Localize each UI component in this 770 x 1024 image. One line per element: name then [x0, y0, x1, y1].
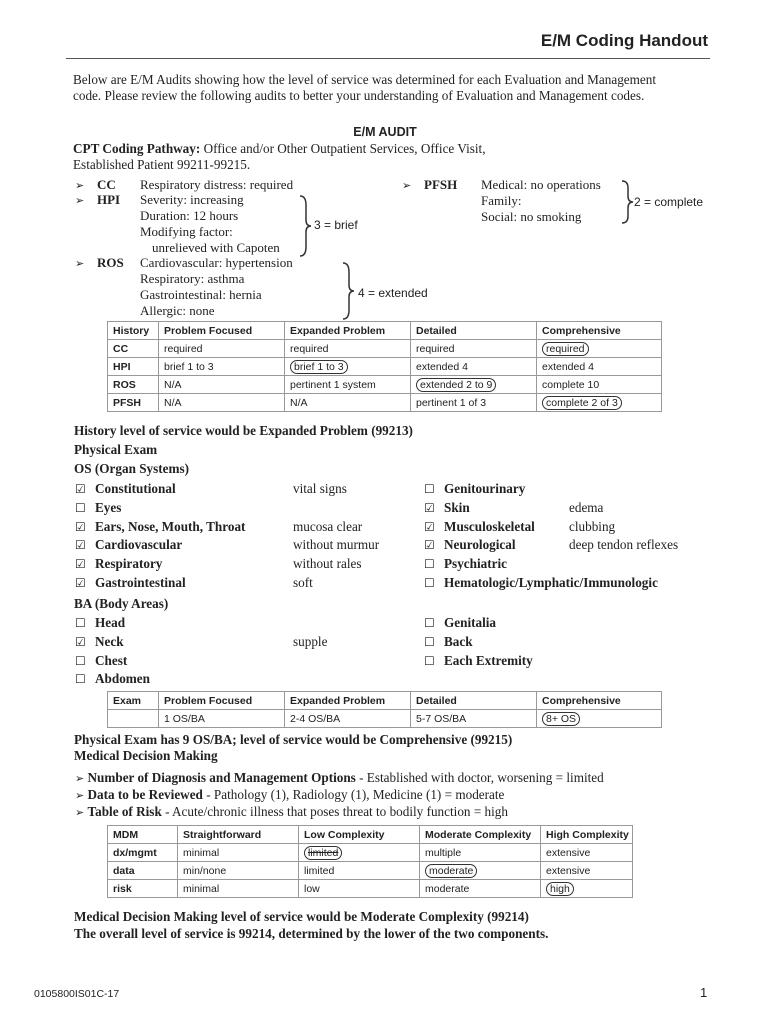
list-item [75, 499, 405, 518]
table-cell [537, 340, 662, 358]
checkbox[interactable]: ☑ [75, 538, 86, 553]
table-cell [108, 710, 159, 728]
pathway-label: CPT Coding Pathway: [73, 141, 201, 156]
mdm-bullet-text: - Pathology (1), Radiology (1), Medicine (1) = moderate [202, 787, 505, 802]
table-cell [299, 844, 420, 862]
table-header-row [108, 322, 662, 340]
checkbox[interactable]: ☑ [424, 538, 435, 553]
hpi-line: Duration: 12 hours [140, 208, 239, 223]
list-item [424, 652, 724, 671]
history-table [107, 321, 662, 412]
checkbox[interactable]: ☑ [424, 500, 435, 515]
os-label: Respiratory [95, 556, 163, 572]
table-cell: moderate [420, 880, 541, 898]
page-number: 1 [700, 985, 708, 1000]
mdm-bullet-label: Data to be Reviewed [87, 787, 203, 802]
table-cell: required [411, 340, 537, 358]
list-item [75, 804, 715, 821]
table-header-cell: History [108, 322, 159, 340]
table-cell: min/none [178, 862, 299, 880]
circled-value: moderate [425, 864, 477, 878]
coding-pathway [73, 141, 693, 173]
bullet-arrow-icon: ➢ [75, 772, 85, 785]
list-item [75, 787, 715, 804]
os-note: soft [293, 574, 313, 590]
intro-paragraph: Below are E/M Audits showing how the level of service was determined for each Evaluation and Management code. Please review the following audits to better your understanding of Evaluation and Management codes. [73, 72, 657, 103]
os-heading: OS (Organ Systems) [74, 461, 190, 476]
checkbox[interactable]: ☑ [75, 634, 86, 649]
circled-value: limited [304, 846, 342, 860]
table-cell: minimal [178, 844, 299, 862]
table-header-cell: Comprehensive [537, 322, 662, 340]
table-cell: 1 OS/BA [159, 710, 285, 728]
table-row [108, 880, 633, 898]
os-label: Cardiovascular [95, 537, 183, 553]
ba-label: Back [444, 633, 473, 649]
table-cell: 5-7 OS/BA [411, 710, 537, 728]
list-item [424, 614, 724, 633]
ros-lines [140, 255, 330, 319]
table-cell: ROS [108, 376, 159, 394]
circled-value: 8+ OS [542, 712, 580, 726]
bullet-arrow-icon: ➢ [75, 179, 85, 192]
physical-exam-heading: Physical Exam [74, 442, 158, 457]
list-item [75, 633, 405, 652]
os-label: Hematologic/Lymphatic/Immunologic [444, 574, 658, 590]
table-header-cell: Low Complexity [299, 826, 420, 844]
ba-label: Head [95, 615, 126, 630]
table-cell: risk [108, 880, 178, 898]
checkbox[interactable]: ☐ [424, 634, 435, 649]
mdm-bullet-label: Number of Diagnosis and Management Options [87, 770, 356, 785]
os-left-list [75, 480, 405, 593]
table-header-cell: Detailed [411, 692, 537, 710]
mdm-table [107, 825, 633, 898]
table-cell: low [299, 880, 420, 898]
audit-heading: E/M AUDIT [353, 125, 417, 139]
checkbox[interactable]: ☐ [75, 616, 86, 630]
bullet-arrow-icon: ➢ [75, 789, 85, 802]
mdm-heading: Medical Decision Making [74, 748, 218, 763]
table-header-row [108, 692, 662, 710]
table-row [108, 394, 662, 412]
history-result: History level of service would be Expanded Problem (99213) [74, 423, 413, 438]
table-cell: HPI [108, 358, 159, 376]
table-cell: CC [108, 340, 159, 358]
hpi-line: unrelieved with Capoten [152, 240, 280, 255]
hpi-brace-icon [298, 195, 312, 257]
pfsh-brace-icon [620, 180, 634, 224]
list-item [75, 518, 405, 537]
table-header-cell: Exam [108, 692, 159, 710]
list-item [75, 770, 715, 787]
checkbox[interactable]: ☐ [75, 653, 86, 668]
ros-label: ROS [97, 255, 124, 270]
table-row [108, 358, 662, 376]
bullet-arrow-icon: ➢ [75, 257, 85, 270]
os-label: Gastrointestinal [95, 574, 186, 590]
os-label: Eyes [95, 499, 122, 515]
overall-result: The overall level of service is 99214, determined by the lower of the two components. [74, 926, 549, 941]
table-cell: pertinent 1 system [285, 376, 411, 394]
table-header-row [108, 826, 633, 844]
table-cell: required [285, 340, 411, 358]
os-label: Musculoskeletal [444, 518, 535, 534]
table-cell: limited [299, 862, 420, 880]
ros-line: Respiratory: asthma [140, 271, 245, 286]
table-cell: multiple [420, 844, 541, 862]
table-row [108, 710, 662, 728]
list-item [75, 574, 405, 593]
table-cell [541, 880, 633, 898]
table-cell: dx/mgmt [108, 844, 178, 862]
os-note: without rales [293, 556, 362, 572]
ba-heading: BA (Body Areas) [74, 596, 169, 611]
table-cell: minimal [178, 880, 299, 898]
os-note: without murmur [293, 537, 380, 553]
table-header-cell: Problem Focused [159, 322, 285, 340]
title-rule [66, 58, 710, 59]
table-cell: extensive [541, 844, 633, 862]
table-cell [285, 358, 411, 376]
circled-value: high [546, 882, 574, 896]
os-label: Constitutional [95, 481, 176, 496]
ros-brace-note: 4 = extended [358, 286, 428, 300]
table-header-cell: Expanded Problem [285, 322, 411, 340]
bullet-arrow-icon: ➢ [75, 806, 85, 819]
os-note: vital signs [293, 481, 347, 496]
table-header-cell: Problem Focused [159, 692, 285, 710]
list-item [424, 555, 724, 574]
circled-value: required [542, 342, 589, 356]
pathway-text2: Established Patient 99211-99215. [73, 157, 251, 172]
table-cell [411, 376, 537, 394]
ba-label: Neck [95, 633, 124, 649]
os-note: edema [569, 499, 604, 515]
hpi-bullet [75, 192, 121, 209]
circled-value: brief 1 to 3 [290, 360, 348, 374]
list-item [75, 536, 405, 555]
checkbox[interactable]: ☑ [424, 519, 435, 534]
hpi-line: Severity: increasing [140, 192, 244, 207]
hpi-brace-note: 3 = brief [314, 218, 358, 232]
table-header-cell: MDM [108, 826, 178, 844]
table-cell: extended 4 [411, 358, 537, 376]
pfsh-bullet [402, 177, 458, 194]
pfsh-brace-note: 2 = complete [634, 195, 704, 209]
pfsh-lines [481, 177, 631, 225]
pfsh-line: Medical: no operations [481, 177, 601, 192]
table-cell: N/A [159, 394, 285, 412]
cc-text: Respiratory distress: required [140, 177, 294, 192]
checkbox[interactable]: ☐ [75, 672, 86, 687]
table-cell: brief 1 to 3 [159, 358, 285, 376]
footer-code: 0105800IS01C-17 [34, 988, 120, 1000]
checkbox[interactable]: ☑ [75, 575, 86, 590]
ros-bullet [75, 255, 124, 272]
circled-value: complete 2 of 3 [542, 396, 622, 410]
mdm-bullets [75, 770, 715, 821]
ros-line: Cardiovascular: hypertension [140, 255, 293, 270]
table-header-cell: Moderate Complexity [420, 826, 541, 844]
os-note: clubbing [569, 518, 616, 534]
table-header-cell: High Complexity [541, 826, 633, 844]
ba-label: Genitalia [444, 615, 497, 630]
checkbox[interactable]: ☐ [424, 616, 435, 630]
os-note: mucosa clear [293, 518, 363, 534]
mdm-bullet-text: - Acute/chronic illness that poses threat to bodily function = high [161, 804, 508, 819]
os-label: Psychiatric [444, 556, 507, 572]
hpi-line: Modifying factor: [140, 224, 233, 239]
os-label: Ears, Nose, Mouth, Throat [95, 518, 246, 534]
page-title: E/M Coding Handout [540, 31, 708, 50]
checkbox[interactable]: ☐ [424, 653, 435, 668]
checkbox[interactable]: ☐ [424, 482, 435, 496]
table-header-cell: Comprehensive [537, 692, 662, 710]
ros-line: Gastrointestinal: hernia [140, 287, 262, 302]
table-cell: N/A [285, 394, 411, 412]
list-item [75, 652, 405, 671]
hpi-lines [140, 192, 320, 256]
exam-result: Physical Exam has 9 OS/BA; level of service would be Comprehensive (99215) [74, 732, 513, 747]
ba-left-list [75, 614, 405, 689]
bullet-arrow-icon: ➢ [75, 194, 85, 207]
table-cell: extended 4 [537, 358, 662, 376]
table-cell: N/A [159, 376, 285, 394]
bullet-arrow-icon: ➢ [402, 179, 412, 192]
list-item [424, 480, 724, 499]
list-item [75, 614, 405, 633]
cc-label: CC [97, 177, 116, 192]
checkbox[interactable]: ☐ [75, 500, 86, 515]
table-cell [537, 710, 662, 728]
checkbox[interactable]: ☑ [75, 519, 86, 534]
ba-label: Chest [95, 652, 128, 668]
mdm-bullet-label: Table of Risk [87, 804, 162, 819]
list-item [75, 480, 405, 499]
hpi-label: HPI [97, 192, 121, 207]
pathway-text: Office and/or Other Outpatient Services, Office Visit, [203, 141, 486, 156]
list-item [424, 518, 724, 537]
os-note: deep tendon reflexes [569, 537, 679, 553]
list-item [75, 670, 405, 689]
table-row [108, 340, 662, 358]
table-cell: data [108, 862, 178, 880]
os-label: Skin [444, 499, 470, 515]
ba-label: Abdomen [95, 671, 150, 687]
ba-right-list [424, 614, 724, 670]
ba-label: Each Extremity [444, 652, 533, 668]
ba-note: supple [293, 633, 328, 649]
table-cell: pertinent 1 of 3 [411, 394, 537, 412]
list-item [424, 574, 724, 593]
pfsh-label: PFSH [424, 177, 458, 192]
table-header-cell: Detailed [411, 322, 537, 340]
table-header-cell: Straightforward [178, 826, 299, 844]
list-item [424, 536, 724, 555]
list-item [424, 633, 724, 652]
list-item [424, 499, 724, 518]
checkbox[interactable]: ☑ [75, 482, 86, 496]
ros-brace-icon [341, 262, 355, 320]
table-cell [537, 394, 662, 412]
table-cell: extensive [541, 862, 633, 880]
pfsh-line: Social: no smoking [481, 209, 582, 224]
checkbox[interactable]: ☐ [424, 557, 435, 572]
table-row [108, 844, 633, 862]
circled-value: extended 2 to 9 [416, 378, 496, 392]
os-label: Neurological [444, 537, 516, 553]
table-cell: PFSH [108, 394, 159, 412]
mdm-result: Medical Decision Making level of service would be Moderate Complexity (99214) [74, 909, 529, 924]
table-cell: required [159, 340, 285, 358]
pfsh-line: Family: [481, 193, 522, 208]
table-header-cell: Expanded Problem [285, 692, 411, 710]
mdm-bullet-text: - Established with doctor, worsening = limited [355, 770, 604, 785]
table-cell [420, 862, 541, 880]
exam-table [107, 691, 662, 728]
ros-line: Allergic: none [140, 303, 215, 318]
list-item [75, 555, 405, 574]
table-cell: complete 10 [537, 376, 662, 394]
table-cell: 2-4 OS/BA [285, 710, 411, 728]
checkbox[interactable]: ☑ [75, 557, 86, 572]
table-row [108, 376, 662, 394]
table-row [108, 862, 633, 880]
os-label: Genitourinary [444, 481, 526, 496]
os-right-list [424, 480, 724, 593]
checkbox[interactable]: ☐ [424, 575, 435, 590]
